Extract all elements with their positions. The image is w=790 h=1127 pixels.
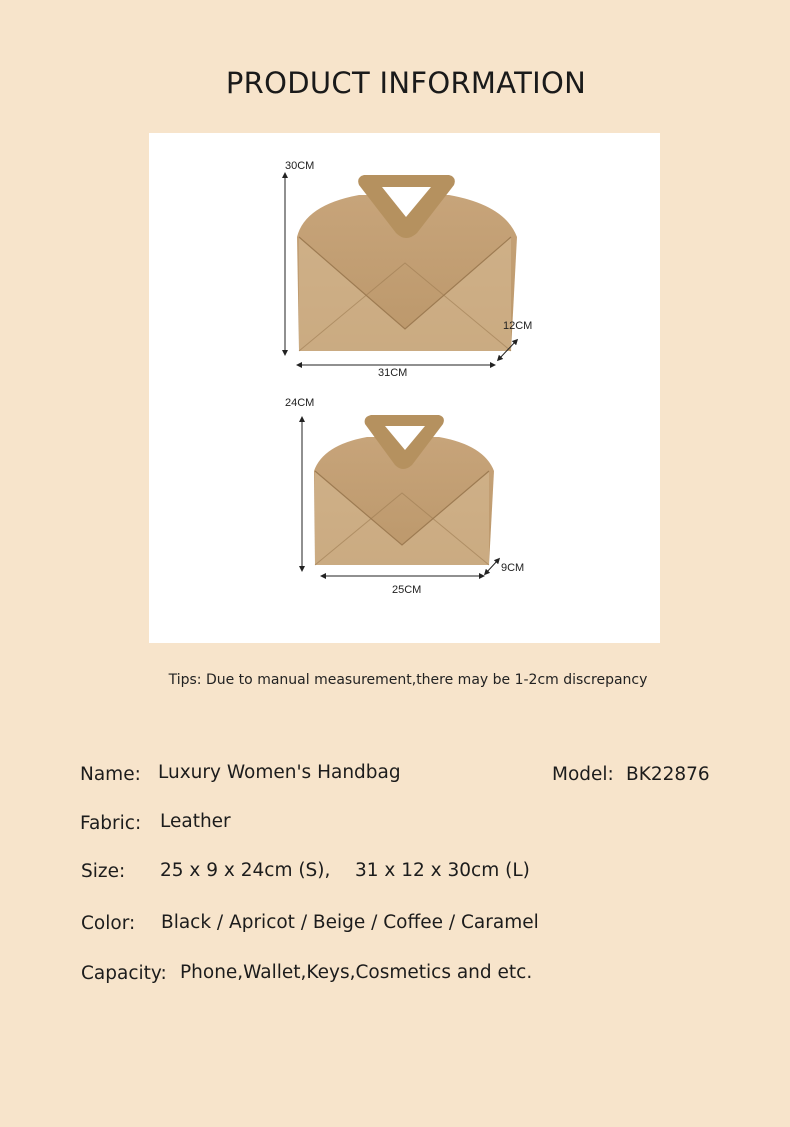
large-bag	[297, 175, 517, 351]
page-title: PRODUCT INFORMATION	[225, 66, 587, 100]
color-label: Color:	[81, 913, 136, 934]
large-height-label: 30CM	[285, 160, 315, 172]
bag-dimension-diagram	[149, 133, 660, 643]
small-bag	[314, 415, 494, 565]
capacity-value: Phone,Wallet,Keys,Cosmetics and etc.	[180, 962, 533, 983]
size-label: Size:	[81, 861, 126, 882]
color-value: Black / Apricot / Beige / Coffee / Caramel	[161, 912, 539, 933]
small-height-label: 24CM	[285, 397, 315, 409]
name-value: Luxury Women's Handbag	[158, 762, 401, 783]
fabric-value: Leather	[160, 811, 231, 832]
large-width-label: 31CM	[378, 367, 408, 379]
small-depth-label: 9CM	[501, 562, 525, 574]
measurement-tip: Tips: Due to manual measurement,there may be 1-2cm discrepancy	[168, 672, 648, 688]
fabric-label: Fabric:	[80, 813, 142, 834]
model-label: Model:	[552, 764, 614, 785]
size-small-value: 25 x 9 x 24cm (S),	[160, 860, 331, 881]
product-dimension-image	[149, 133, 660, 643]
name-label: Name:	[80, 764, 141, 785]
capacity-label: Capacity:	[81, 963, 167, 984]
size-large-value: 31 x 12 x 30cm (L)	[355, 860, 530, 881]
model-value: BK22876	[626, 764, 710, 785]
large-depth-label: 12CM	[503, 320, 533, 332]
small-width-label: 25CM	[392, 584, 422, 596]
